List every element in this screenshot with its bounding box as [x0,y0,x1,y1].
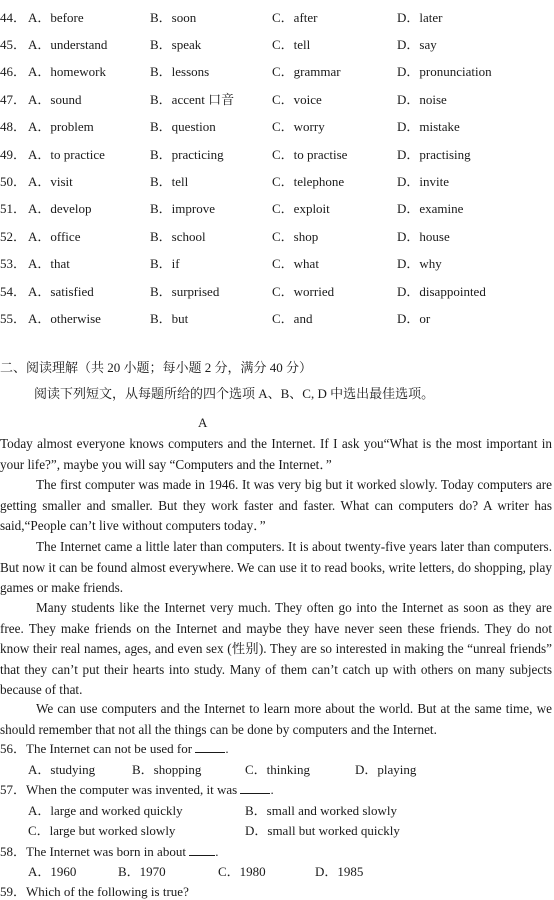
option-a: A．visit [28,174,73,189]
option-a: A．studying [28,762,96,777]
option-d: D．noise [397,92,447,107]
option-d: D．1985 [315,864,364,879]
question-number: 56． [0,741,27,756]
option-b: B．practicing [150,147,224,162]
option-d: D．examine [397,201,464,216]
option-d: D．mistake [397,119,460,134]
question-number: 52． [0,229,27,244]
answer-blank [240,782,270,794]
option-c: C．1980 [218,864,266,879]
section-heading: 二、阅读理解（共 20 小题；每小题 2 分，满分 40 分） [0,360,313,375]
option-b: B．but [150,311,189,326]
option-a: A．satisfied [28,284,94,299]
question-number: 51． [0,201,27,216]
question-stem: The Internet can not be used for [26,741,193,756]
question-58: 58．The Internet was born in about . [0,844,219,859]
option-c: C．worried [272,284,335,299]
question-stem: When the computer was invented, it was [26,782,238,797]
question-number: 50． [0,174,27,189]
option-a: A．sound [28,92,82,107]
option-c: C．after [272,10,318,25]
question-number: 49． [0,147,27,162]
question-number: 45． [0,37,27,52]
option-b: B．1970 [118,864,166,879]
passage-paragraph-2: The first computer was made in 1946. It was very big but it worked slowly. Today computers are getting smaller and smaller. But they work faster and faster. What can computers do? A writer has said,“People can’t live without computers today．” [0,477,552,533]
option-d: D．or [397,311,431,326]
option-b: B．soon [150,10,197,25]
option-a: A．develop [28,201,92,216]
passage-paragraph-4: Many students like the Internet very much. They often go into the Internet as soon as they are free. They make friends on the Internet and maybe they have never seen these friends. They do not know their real names, ages, and even sex (性别). They are so interested in making the “unreal friends” that they can’t put their hearts into study. Many of them can’t catch up with others on many subjects because of that. [0,600,552,697]
option-a: A．problem [28,119,94,134]
option-b: B．accent 口音 [150,92,235,107]
option-b: B．question [150,119,216,134]
option-c: C．large but worked slowly [28,823,176,838]
option-c: C．voice [272,92,322,107]
option-d: D．playing [355,762,417,777]
option-a: A．understand [28,37,108,52]
option-c: C．grammar [272,64,341,79]
option-d: D．invite [397,174,449,189]
question-number: 57． [0,782,27,797]
option-a: A．before [28,10,84,25]
passage-label: A [198,415,208,430]
question-number: 46． [0,64,27,79]
passage-paragraph-3: The Internet came a little later than computers. It is about twenty-five years later than computers. But now it can be found almost everywhere. We can use it to read books, write letters, do shopping, play games or make friends. [0,539,552,595]
answer-blank [189,844,215,856]
option-c: C．and [272,311,313,326]
answer-blank [195,741,225,753]
option-b: B．improve [150,201,215,216]
option-b: B．speak [150,37,202,52]
option-d: D．disappointed [397,284,486,299]
option-a: A．office [28,229,81,244]
option-b: B．tell [150,174,189,189]
option-b: B．if [150,256,180,271]
option-b: B．school [150,229,206,244]
question-number: 44． [0,10,27,25]
option-c: C．exploit [272,201,330,216]
option-a: A．otherwise [28,311,101,326]
passage-paragraph-1: Today almost everyone knows computers and the Internet. If I ask you“What is the most important in your life?”, maybe you will say “Computers and the Internet．” [0,436,552,472]
question-stem: Which of the following is true? [26,884,189,899]
option-a: A．to practice [28,147,105,162]
question-number: 47． [0,92,27,107]
option-d: D．why [397,256,442,271]
passage-paragraph-5: We can use computers and the Internet to learn more about the world. But at the same time, we should remember that not all the things can be done by computers and the Internet. [0,701,552,737]
question-56: 56．The Internet can not be used for . [0,741,229,756]
option-c: C．to practise [272,147,348,162]
option-a: A．homework [28,64,106,79]
question-number: 48． [0,119,27,134]
question-57: 57．When the computer was invented, it was . [0,782,274,797]
question-number: 58． [0,844,27,859]
option-b: B．lessons [150,64,210,79]
option-a: A．that [28,256,70,271]
question-number: 53． [0,256,27,271]
option-d: D．house [397,229,450,244]
option-c: C．thinking [245,762,311,777]
option-d: D．later [397,10,443,25]
option-c: C．shop [272,229,319,244]
option-a: A．large and worked quickly [28,803,183,818]
option-b: B．small and worked slowly [245,803,398,818]
option-c: C．telephone [272,174,345,189]
option-d: D．say [397,37,437,52]
option-b: B．shopping [132,762,202,777]
option-b: B．surprised [150,284,220,299]
question-number: 54． [0,284,27,299]
option-a: A．1960 [28,864,77,879]
option-c: C．tell [272,37,311,52]
question-59 [0,884,189,900]
section-instruction: 阅读下列短文，从每题所给的四个选项 A、B、C, D 中选出最佳选项。 [34,386,435,401]
option-d: D．small but worked quickly [245,823,400,838]
question-stem: The Internet was born in about [26,844,186,859]
option-c: C．worry [272,119,325,134]
question-number: 55． [0,311,27,326]
option-d: D．pronunciation [397,64,492,79]
option-c: C．what [272,256,319,271]
option-d: D．practising [397,147,471,162]
question-number: 59． [0,884,27,899]
